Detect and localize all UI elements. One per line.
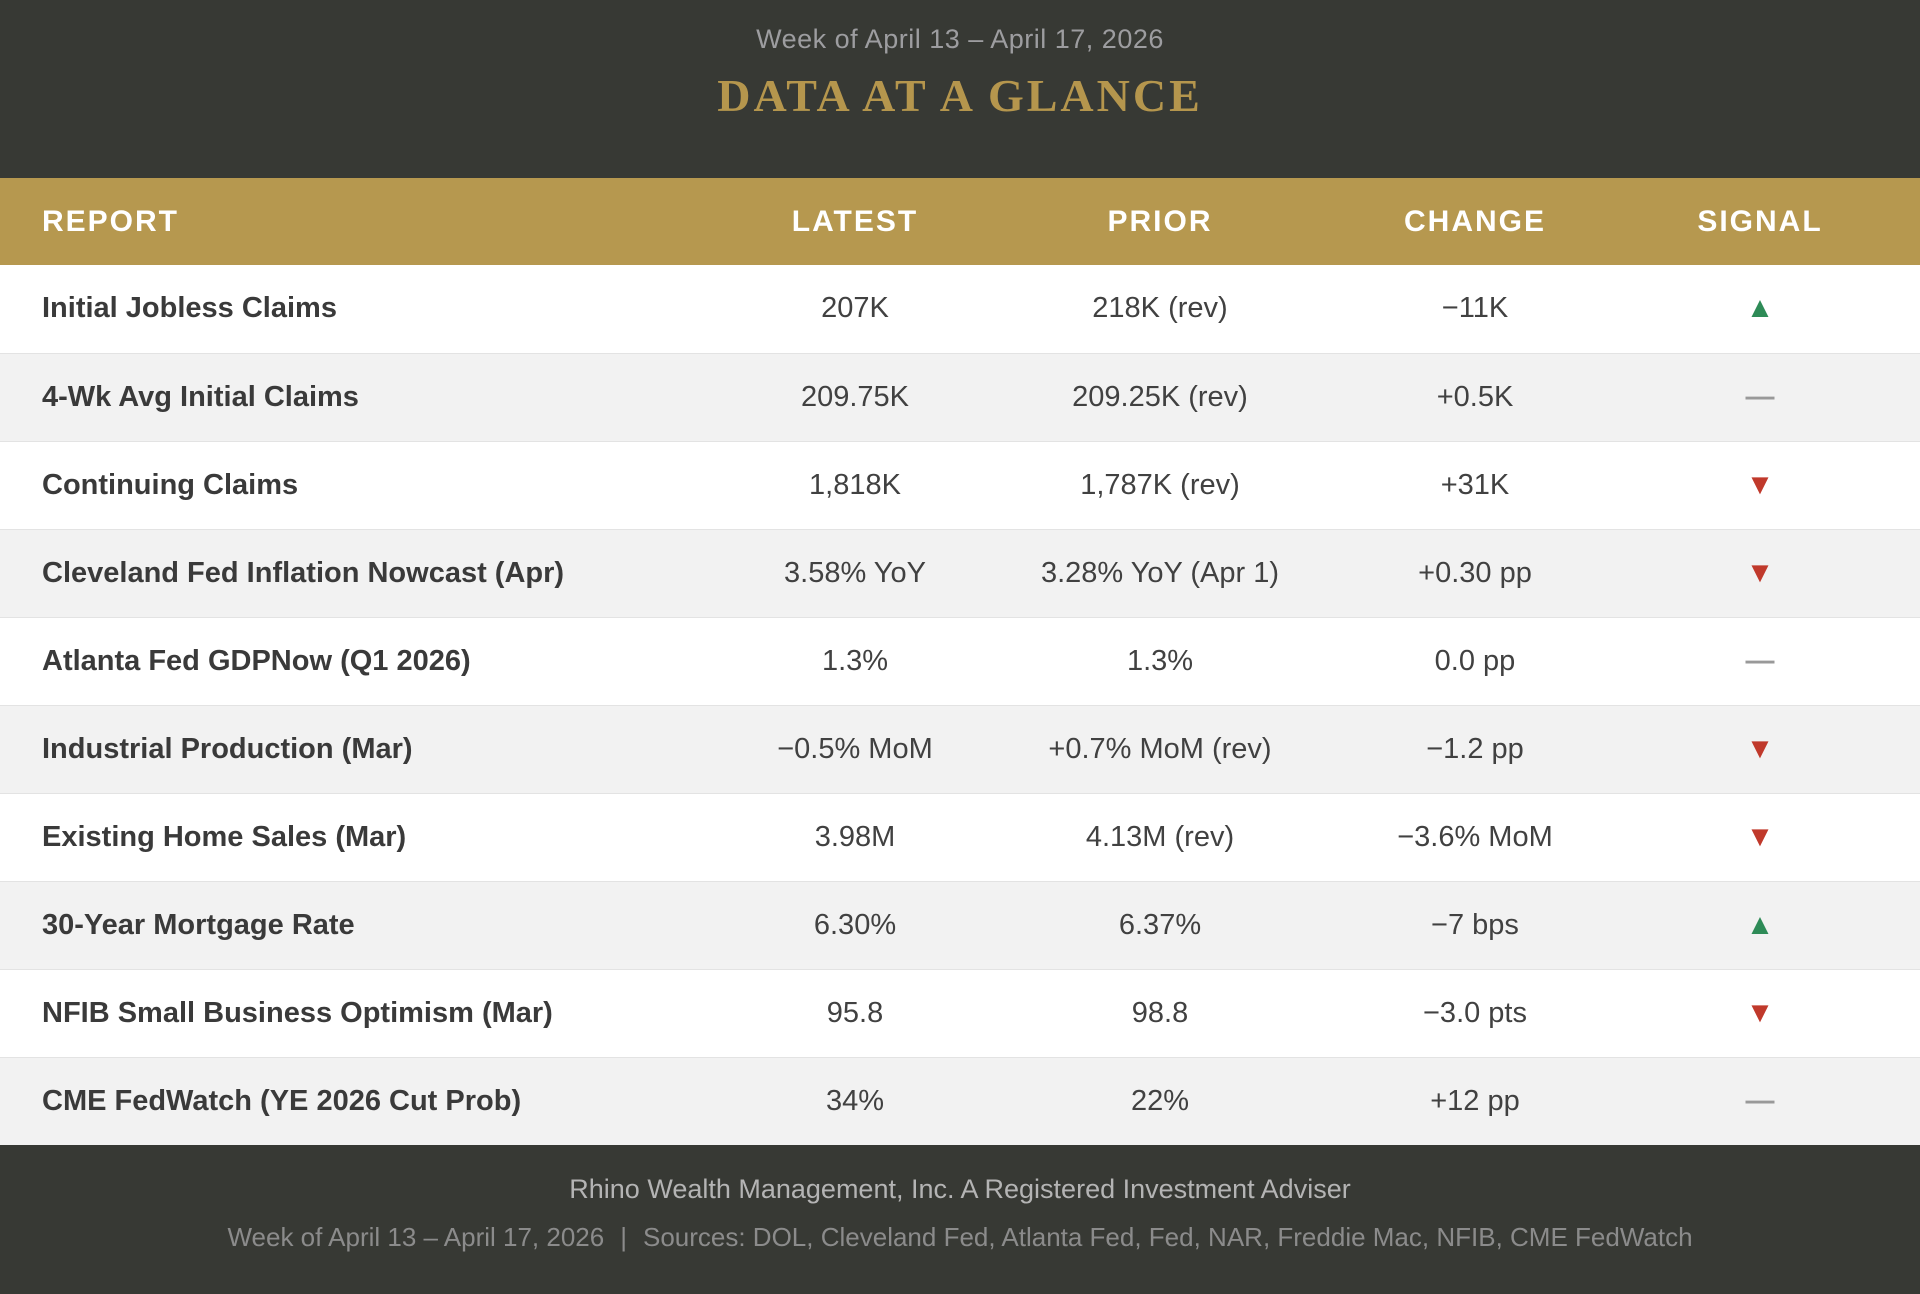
report-label: Cleveland Fed Inflation Nowcast (Apr) [0, 529, 740, 617]
change-value: +31K [1350, 441, 1600, 529]
table-row [0, 1057, 1920, 1145]
change-value: −7 bps [1350, 881, 1600, 969]
signal-down-icon: ▼ [1600, 705, 1920, 793]
page-title: DATA AT A GLANCE [717, 70, 1203, 121]
latest-value: 1.3% [740, 617, 970, 705]
signal-flat-icon: — [1600, 1057, 1920, 1145]
prior-value: 6.37% [970, 881, 1350, 969]
prior-value: 218K (rev) [1092, 292, 1228, 325]
prior-value: 1.3% [970, 617, 1350, 705]
table-row [0, 881, 1920, 969]
footer-sources: Sources: DOL, Cleveland Fed, Atlanta Fed, Fed, NAR, Freddie Mac, NFIB, CME FedWatch [642, 1222, 1693, 1252]
report-label: 4-Wk Avg Initial Claims [0, 353, 740, 441]
table-row [0, 529, 1920, 617]
change-value: +0.5K [1350, 353, 1600, 441]
report-label: Atlanta Fed GDPNow (Q1 2026) [0, 617, 740, 705]
signal-flat-icon: — [1600, 617, 1920, 705]
signal-down-icon: ▼ [1600, 441, 1920, 529]
latest-value: 209.75K [740, 353, 970, 441]
latest-value: 3.98M [740, 793, 970, 881]
latest-value: 3.58% YoY [740, 529, 970, 617]
report-label: Continuing Claims [0, 441, 740, 529]
signal-up-icon: ▲ [1745, 292, 1775, 325]
change-value: −1.2 pp [1350, 705, 1600, 793]
table-header-row [0, 178, 1920, 265]
report-label: CME FedWatch (YE 2026 Cut Prob) [0, 1057, 740, 1145]
change-value: 0.0 pp [1350, 617, 1600, 705]
table-row [0, 265, 1920, 353]
latest-value: 6.30% [740, 881, 970, 969]
change-value: −3.0 pts [1350, 969, 1600, 1057]
change-value: +12 pp [1350, 1057, 1600, 1145]
signal-down-icon: ▼ [1600, 969, 1920, 1057]
signal-flat-icon: — [1600, 353, 1920, 441]
signal-up-icon: ▲ [1600, 881, 1920, 969]
table-row [0, 705, 1920, 793]
col-header-latest: LATEST [740, 178, 970, 265]
report-label: Existing Home Sales (Mar) [0, 793, 740, 881]
prior-value: +0.7% MoM (rev) [970, 705, 1350, 793]
footer-week: Week of April 13 – April 17, 2026 [227, 1222, 605, 1252]
prior-value: 209.25K (rev) [970, 353, 1350, 441]
footer-separator: | [620, 1222, 627, 1252]
latest-value: −0.5% MoM [740, 705, 970, 793]
prior-value: 3.28% YoY (Apr 1) [970, 529, 1350, 617]
table-row [0, 969, 1920, 1057]
change-value: +0.30 pp [1350, 529, 1600, 617]
prior-value: 1,787K (rev) [970, 441, 1350, 529]
latest-value: 207K [821, 292, 889, 325]
latest-value: 34% [740, 1057, 970, 1145]
data-table [0, 178, 1920, 1145]
col-header-report: REPORT [0, 178, 740, 265]
latest-value: 1,818K [740, 441, 970, 529]
table-row [0, 353, 1920, 441]
disclosure-text: Rhino Wealth Management, Inc. A Registered Investment Adviser [569, 1174, 1351, 1204]
signal-down-icon: ▼ [1600, 793, 1920, 881]
masthead [0, 0, 1920, 178]
report-label: NFIB Small Business Optimism (Mar) [0, 969, 740, 1057]
report-label: 30-Year Mortgage Rate [0, 881, 740, 969]
latest-value: 95.8 [740, 969, 970, 1057]
report-label: Industrial Production (Mar) [0, 705, 740, 793]
change-value: −11K [1441, 292, 1509, 325]
table-row [0, 617, 1920, 705]
col-header-prior: PRIOR [970, 178, 1350, 265]
table-row [0, 441, 1920, 529]
footer [0, 1145, 1920, 1294]
prior-value: 22% [970, 1057, 1350, 1145]
change-value: −3.6% MoM [1350, 793, 1600, 881]
week-subtitle: Week of April 13 – April 17, 2026 [756, 24, 1164, 54]
footer-meta [227, 1224, 1692, 1250]
prior-value: 4.13M (rev) [970, 793, 1350, 881]
report-label: Initial Jobless Claims [42, 292, 337, 325]
prior-value: 98.8 [970, 969, 1350, 1057]
col-header-change: CHANGE [1350, 178, 1600, 265]
col-header-signal: SIGNAL [1600, 178, 1920, 265]
table-row [0, 793, 1920, 881]
signal-down-icon: ▼ [1600, 529, 1920, 617]
